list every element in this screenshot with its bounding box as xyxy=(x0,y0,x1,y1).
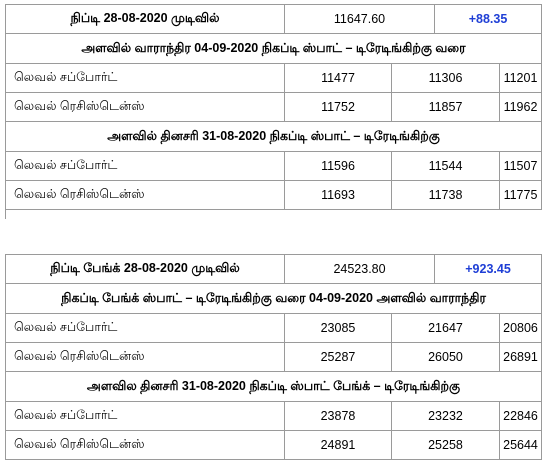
banknifty-daily-title: அளவில தினசரி 31-08-2020 நிகப்டி ஸ்பாட் பேங்க் – டிரேடிங்கிற்கு xyxy=(6,372,542,402)
nifty-weekly-resistance-label: லெவல் ரெசிஸ்டென்ஸ் xyxy=(6,93,285,122)
banknifty-daily-resistance-label: லெவல் ரெசிஸ்டென்ஸ் xyxy=(6,431,285,460)
nifty-close-label: நிப்டி 28-08-2020 முடிவில் xyxy=(6,5,285,34)
banknifty-daily-title-row xyxy=(6,372,542,402)
nifty-levels-table xyxy=(5,4,542,210)
nifty-weekly-resistance-1: 11752 xyxy=(285,93,392,122)
banknifty-daily-resistance-3: 25644 xyxy=(503,438,538,452)
nifty-weekly-support-2: 11306 xyxy=(392,64,500,92)
banknifty-weekly-support-label: லெவல் சப்போர்ட் xyxy=(6,314,285,343)
nifty-daily-support-1: 11596 xyxy=(285,152,392,181)
nifty-weekly-support-label: லெவல் சப்போர்ட் xyxy=(6,64,285,93)
banknifty-weekly-resistance-3: 26891 xyxy=(503,350,538,364)
nifty-weekly-resistance-2: 11857 xyxy=(392,93,500,121)
nifty-daily-title: அளவில் தினசரி 31-08-2020 நிகப்டி ஸ்பாட் – டிரேடிங்கிற்கு xyxy=(6,122,542,152)
table-row xyxy=(6,314,542,343)
table-row xyxy=(6,64,542,93)
banknifty-daily-support-2: 23232 xyxy=(392,402,500,430)
banknifty-daily-resistance-1: 24891 xyxy=(285,431,392,460)
banknifty-weekly-support-2: 21647 xyxy=(392,314,500,342)
nifty-weekly-title: அளவில் வாராந்திர 04-09-2020 நிகப்டி ஸ்பாட் – டிரேடிங்கிற்கு வரை xyxy=(6,34,542,64)
banknifty-daily-resistance-2: 25258 xyxy=(392,431,500,459)
nifty-weekly-title-row xyxy=(6,34,542,64)
banknifty-close-label: நிப்டி பேங்க் 28-08-2020 முடிவில் xyxy=(6,255,285,284)
nifty-weekly-support-3: 11201 xyxy=(503,71,538,85)
nifty-daily-title-row xyxy=(6,122,542,152)
nifty-daily-resistance-3: 11775 xyxy=(503,188,538,202)
table-row xyxy=(6,181,542,210)
table-row xyxy=(6,93,542,122)
table-row xyxy=(6,152,542,181)
nifty-daily-support-label: லெவல் சப்போர்ட் xyxy=(6,152,285,181)
banknifty-weekly-resistance-label: லெவல் ரெசிஸ்டென்ஸ் xyxy=(6,343,285,372)
banknifty-daily-support-1: 23878 xyxy=(285,402,392,431)
nifty-weekly-support-1: 11477 xyxy=(285,64,392,93)
banknifty-weekly-resistance-1: 25287 xyxy=(285,343,392,372)
banknifty-weekly-support-3: 20806 xyxy=(503,321,538,335)
banknifty-change-value: +923.45 xyxy=(435,255,542,284)
nifty-daily-resistance-1: 11693 xyxy=(285,181,392,210)
banknifty-weekly-support-1: 23085 xyxy=(285,314,392,343)
table-edge-line xyxy=(5,207,6,219)
nifty-daily-support-2: 11544 xyxy=(392,152,500,180)
banknifty-weekly-title-row xyxy=(6,284,542,314)
banknifty-levels-table xyxy=(5,254,542,460)
nifty-daily-resistance-2: 11738 xyxy=(392,181,500,209)
table-row xyxy=(6,431,542,460)
banknifty-daily-support-3: 22846 xyxy=(503,409,538,423)
nifty-weekly-resistance-3: 11962 xyxy=(503,100,538,114)
banknifty-weekly-title: நிகப்டி பேங்க் ஸ்பாட் – டிரேடிங்கிற்கு வரை 04-09-2020 அளவில் வாராந்திர xyxy=(6,284,542,314)
banknifty-weekly-resistance-2: 26050 xyxy=(392,343,500,371)
nifty-change-value: +88.35 xyxy=(435,5,542,34)
table-row xyxy=(6,402,542,431)
banknifty-close-value: 24523.80 xyxy=(285,255,435,284)
banknifty-close-row xyxy=(6,255,542,284)
nifty-close-row xyxy=(6,5,542,34)
nifty-daily-support-3: 11507 xyxy=(503,159,538,173)
nifty-close-value: 11647.60 xyxy=(285,5,435,34)
banknifty-daily-support-label: லெவல் சப்போர்ட் xyxy=(6,402,285,431)
nifty-daily-resistance-label: லெவல் ரெசிஸ்டென்ஸ் xyxy=(6,181,285,210)
table-row xyxy=(6,343,542,372)
